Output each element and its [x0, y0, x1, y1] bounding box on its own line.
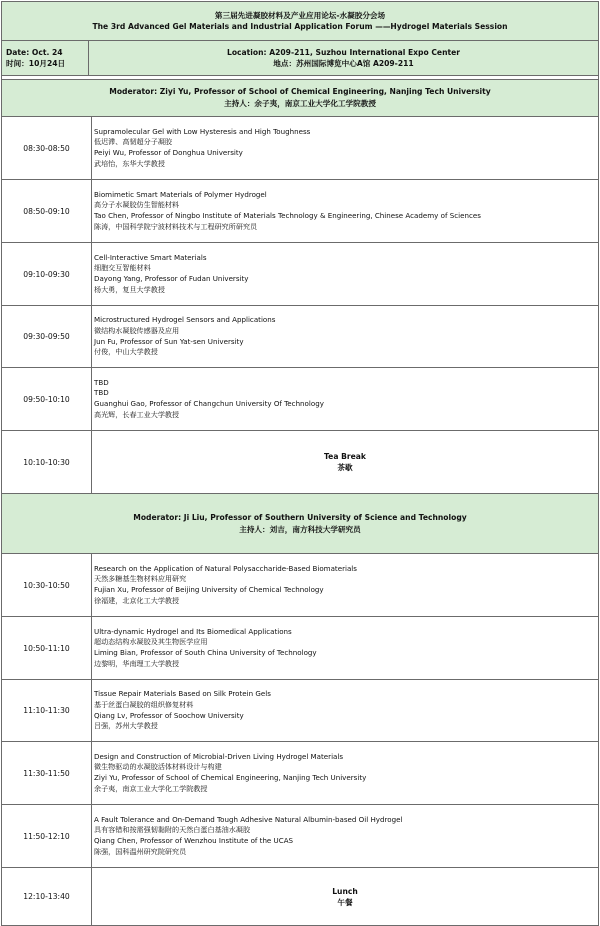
time-slot: 12:10-13:40 [2, 868, 92, 925]
speaker-en: Qiang Chen, Professor of Wenzhou Institute of the UCAS [94, 836, 294, 845]
moderator-cn: 主持人：余子夷，南京工业大学化工学院教授 [224, 99, 376, 108]
speaker-cn: 陈强，国科温州研究院研究员 [94, 846, 187, 856]
date-cn: 时间：10月24日 [6, 59, 66, 68]
time-slot: 08:50-09:10 [2, 180, 92, 242]
time-slot: 11:10-11:30 [2, 680, 92, 741]
talk-details [92, 554, 598, 616]
schedule-row [1, 554, 599, 617]
speaker-cn: 余子夷，南京工业大学化工学院教授 [94, 783, 208, 793]
time-slot: 09:50-10:10 [2, 368, 92, 430]
speaker-en: Qiang Lv, Professor of Soochow University [94, 710, 244, 720]
talk-title-en: Biomimetic Smart Materials of Polymer Hydrogel [94, 189, 267, 199]
schedule-sheet [1, 1, 599, 926]
time-slot: 10:30-10:50 [2, 554, 92, 616]
talk-details [92, 368, 598, 430]
location-cell [89, 41, 598, 75]
speaker-cn: 徐福建，北京化工大学教授 [94, 595, 180, 605]
talk-details [92, 180, 598, 242]
title-cn: 第三届先进凝胶材料及产业应用论坛-水凝胶分会场 [214, 11, 386, 20]
schedule-row [1, 117, 599, 180]
break-row [1, 868, 599, 926]
location-en: Location: A209-211, Suzhou International Expo Center [227, 48, 460, 57]
talk-title-cn: 超动态结构水凝胶及其生物医学应用 [94, 637, 208, 647]
speaker-cn: 付俊，中山大学教授 [94, 347, 158, 357]
talk-title-en: TBD [94, 377, 109, 387]
time-slot: 09:30-09:50 [2, 306, 92, 367]
schedule-row [1, 368, 599, 431]
break-en: Tea Break [324, 452, 366, 461]
talk-title-en: A Fault Tolerance and On-Demand Tough Adhesive Natural Albumin-based Oil Hydrogel [94, 814, 403, 824]
talk-title-en: Ultra-dynamic Hydrogel and Its Biomedical Applications [94, 626, 292, 636]
time-slot: 08:30-08:50 [2, 117, 92, 179]
talk-title-en: Cell-Interactive Smart Materials [94, 252, 207, 262]
speaker-en: Peiyi Wu, Professor of Donghua University [94, 148, 243, 157]
talk-title-cn: 低迟滞、高韧超分子凝胶 [94, 137, 173, 147]
break-en: Lunch [332, 886, 358, 896]
speaker-en: Liming Bian, Professor of South China University of Technology [94, 648, 317, 657]
date-en: Date: Oct. 24 [6, 48, 63, 57]
talk-title-cn: 微结构水凝胶传感器及应用 [94, 325, 180, 335]
speaker-en: Fujian Xu, Professor of Beijing University of Chemical Technology [94, 585, 324, 594]
speaker-cn: 边黎明，华南理工大学教授 [94, 658, 180, 668]
talk-details [92, 306, 598, 367]
break-row [1, 431, 599, 494]
schedule-row [1, 306, 599, 368]
break-cn: 午餐 [337, 897, 353, 907]
schedule-row [1, 617, 599, 680]
schedule-row [1, 180, 599, 243]
time-slot: 10:50-11:10 [2, 617, 92, 679]
moderator-row [1, 494, 599, 554]
moderator-en: Moderator: Ziyi Yu, Professor of School of Chemical Engineering, Nanjing Tech University [109, 87, 491, 96]
talk-title-en: Research on the Application of Natural Polysaccharide-Based Biomaterials [94, 563, 357, 573]
schedule-row [1, 805, 599, 868]
speaker-cn: 陈涛，中国科学院宁波材料技术与工程研究所研究员 [94, 221, 258, 231]
talk-title-en: Supramolecular Gel with Low Hysteresis and High Toughness [94, 126, 311, 136]
speaker-cn: 武培怡，东华大学教授 [94, 158, 165, 168]
talk-details [92, 117, 598, 179]
talk-title-cn: 天然多糖基生物材料应用研究 [94, 574, 187, 584]
speaker-en: Jun Fu, Professor of Sun Yat-sen University [94, 336, 244, 346]
time-slot: 11:50-12:10 [2, 805, 92, 867]
time-slot: 10:10-10:30 [2, 431, 92, 493]
talk-details [92, 742, 598, 804]
time-slot: 11:30-11:50 [2, 742, 92, 804]
forum-title [1, 1, 599, 41]
talk-title-cn: 具有容错和按需强韧黏附的天然白蛋白基油水凝胶 [94, 825, 251, 835]
time-slot: 09:10-09:30 [2, 243, 92, 305]
talk-title-cn: 微生物驱动的水凝胶活体材料设计与构建 [94, 762, 222, 772]
schedule-row [1, 243, 599, 306]
talk-details [92, 243, 598, 305]
break-cn: 茶歇 [337, 463, 353, 472]
talk-title-en: Microstructured Hydrogel Sensors and Applications [94, 315, 276, 325]
talk-title-en: Design and Construction of Microbial-Driven Living Hydrogel Materials [94, 751, 344, 761]
speaker-cn: 高光辉，长春工业大学教授 [94, 409, 180, 419]
talk-details [92, 617, 598, 679]
talk-details [92, 805, 598, 867]
speaker-en: Tao Chen, Professor of Ningbo Institute of Materials Technology & Engineering, Chinese Academy of Sciences [94, 211, 481, 220]
moderator-cn: 主持人：刘吉，南方科技大学研究员 [239, 524, 361, 534]
moderator-row [1, 80, 599, 117]
date-cell [2, 41, 89, 75]
speaker-en: Ziyi Yu, Professor of School of Chemical Engineering, Nanjing Tech University [94, 773, 367, 782]
speaker-cn: 杨大勇，复旦大学教授 [94, 284, 165, 294]
schedule-row [1, 680, 599, 742]
talk-title-en: Tissue Repair Materials Based on Silk Protein Gels [94, 689, 271, 699]
talk-title-cn: TBD [94, 388, 109, 398]
moderator-en: Moderator: Ji Liu, Professor of Southern University of Science and Technology [133, 512, 467, 522]
speaker-en: Guanghui Gao, Professor of Changchun University Of Technology [94, 399, 324, 408]
title-en: The 3rd Advanced Gel Materials and Industrial Application Forum ——Hydrogel Materials Session [92, 22, 508, 31]
talk-details [92, 680, 598, 741]
date-location-row [1, 41, 599, 76]
speaker-cn: 吕强，苏州大学教授 [94, 721, 158, 731]
schedule-row [1, 742, 599, 805]
location-cn: 地点：苏州国际博览中心A馆 A209-211 [273, 59, 414, 68]
speaker-en: Dayong Yang, Professor of Fudan University [94, 274, 249, 283]
break-label [92, 868, 598, 925]
talk-title-cn: 基于丝蛋白凝胶的组织修复材料 [94, 699, 194, 709]
talk-title-cn: 细胞交互智能材料 [94, 263, 151, 273]
talk-title-cn: 高分子水凝胶仿生智能材料 [94, 200, 180, 210]
break-label [92, 431, 598, 493]
